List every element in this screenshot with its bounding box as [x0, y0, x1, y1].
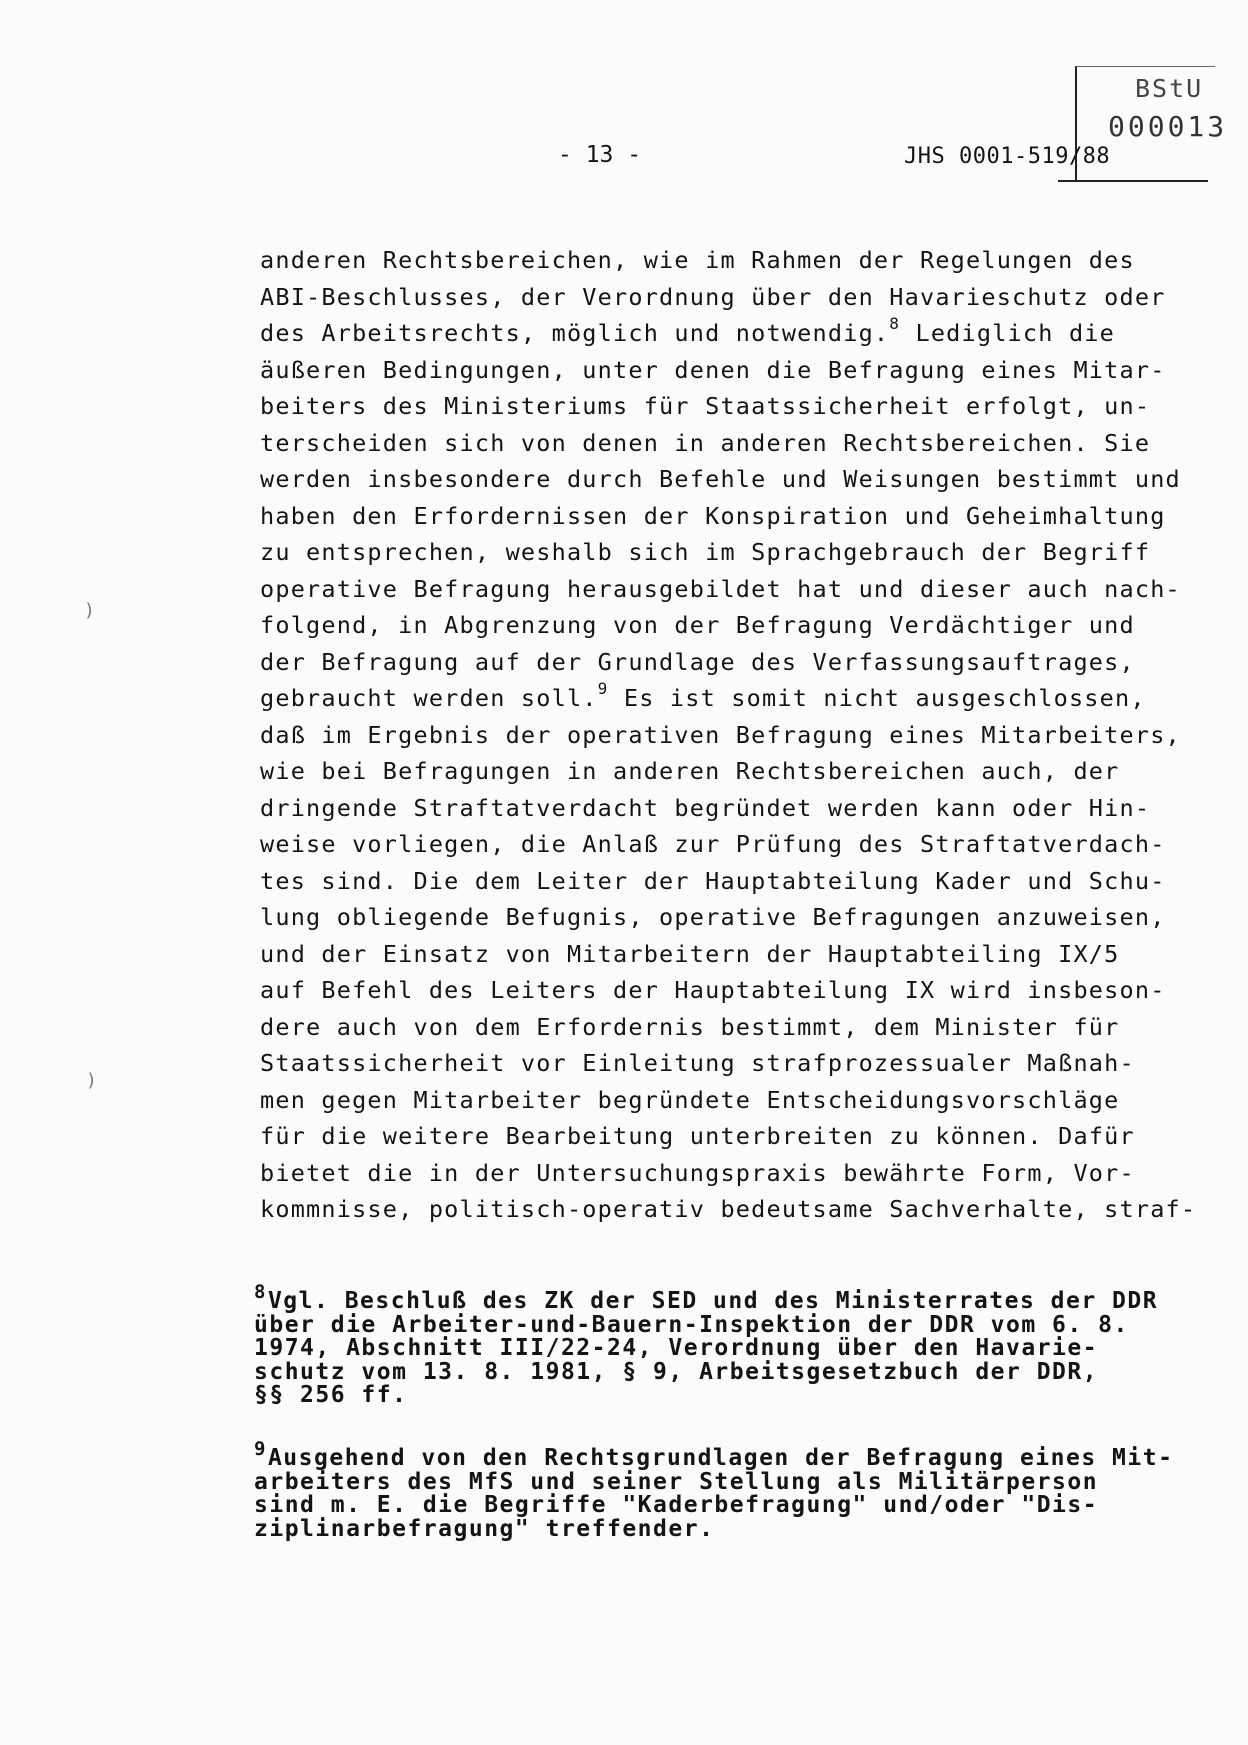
body-line: beiters des Ministeriums für Staatssicherheit erfolgt, un-: [260, 392, 1151, 420]
body-line: weise vorliegen, die Anlaß zur Prüfung des Straftatverdach-: [260, 830, 1166, 858]
body-line: auf Befehl des Leiters der Hauptabteilung IX wird insbeson-: [260, 976, 1166, 1004]
body-line: haben den Erfordernissen der Konspiration und Geheimhaltung: [260, 501, 1166, 530]
footnote-8: [254, 1281, 1184, 1408]
body-line-text: gebraucht werden soll.: [260, 684, 598, 712]
body-line-text: Lediglich die: [900, 319, 1115, 347]
body-line: anderen Rechtsbereichen, wie im Rahmen der Regelungen des: [260, 246, 1135, 274]
body-line: kommnisse, politisch-operativ bedeutsame Sachverhalte, straf-: [260, 1195, 1197, 1223]
body-line: tes sind. Die dem Leiter der Hauptabteilung Kader und Schu-: [260, 866, 1166, 895]
body-line: lung obliegende Befugnis, operative Befragungen anzuweisen,: [260, 903, 1166, 931]
body-line: der Befragung auf der Grundlage des Verfassungsauftrages,: [260, 647, 1135, 676]
archive-stamp-number: 000013: [1108, 110, 1228, 143]
footnote-line-text: Vgl. Beschluß des ZK der SED und des Ministerrates der DDR: [267, 1288, 1159, 1314]
body-line: [260, 315, 1180, 352]
footnote-ref-8: 8: [889, 314, 901, 333]
scan-mark: ): [84, 600, 95, 621]
body-line: ABI-Beschlusses, der Verordnung über den Havarieschutz oder: [260, 282, 1166, 311]
body-line: bietet die in der Untersuchungspraxis bewährte Form, Vor-: [260, 1158, 1135, 1187]
footnote-line: [254, 1281, 1184, 1314]
footnote-9: [254, 1438, 1184, 1542]
body-line: zu entsprechen, weshalb sich im Sprachgebrauch der Begriff: [260, 538, 1151, 566]
body-line: und der Einsatz von Mitarbeitern der Hauptabteiling IX/5: [260, 939, 1120, 968]
body-line: daß im Ergebnis der operativen Befragung eines Mitarbeiters,: [260, 720, 1181, 749]
body-line: Staatssicherheit vor Einleitung strafprozessualer Maßnah-: [260, 1049, 1135, 1077]
footnote-mark: 9: [254, 1438, 267, 1460]
footnote-line: ziplinarbefragung" treffender.: [254, 1515, 715, 1542]
body-line: men gegen Mitarbeiter begründete Entscheidungsvorschläge: [260, 1085, 1120, 1114]
body-line-text: Es ist somit nicht ausgeschlossen,: [608, 684, 1146, 712]
document-reference: JHS 0001-519/88: [904, 144, 1111, 169]
footnote-line: schutz vom 13. 8. 1981, § 9, Arbeitsgesetzbuch der DDR,: [254, 1358, 1099, 1385]
footnote-line: [254, 1438, 1184, 1471]
body-text: [260, 242, 1197, 1228]
footnote-line: 1974, Abschnitt III/22-24, Verordnung über den Havarie-: [254, 1335, 1099, 1361]
body-line: werden insbesondere durch Befehle und Weisungen bestimmt und: [260, 465, 1181, 493]
footnote-line: über die Arbeiter-und-Bauern-Inspektion der DDR vom 6. 8.: [254, 1311, 1129, 1338]
body-line: dringende Straftatverdacht begründet werden kann oder Hin-: [260, 793, 1151, 822]
footnote-line-text: Ausgehend von den Rechtsgrundlagen der Befragung eines Mit-: [267, 1445, 1174, 1471]
page-number: - 13 -: [558, 142, 642, 168]
body-line: für die weitere Bearbeitung unterbreiten zu können. Dafür: [260, 1122, 1135, 1150]
body-line-text: des Arbeitsrechts, möglich und notwendig.: [260, 319, 890, 347]
footnote-line: §§ 256 ff.: [254, 1382, 408, 1408]
footnote-mark: 8: [254, 1281, 267, 1303]
body-line: äußeren Bedingungen, unter denen die Befragung eines Mitar-: [260, 355, 1166, 384]
footnote-ref-9: 9: [597, 679, 609, 698]
footnote-line: arbeiters des MfS und seiner Stellung als Militärperson: [254, 1468, 1099, 1495]
footnote-line: sind m. E. die Begriffe "Kaderbefragung" und/oder "Dis-: [254, 1492, 1099, 1518]
scan-mark: ): [86, 1070, 97, 1091]
archive-stamp-label: BStU: [1135, 74, 1204, 103]
body-line: operative Befragung herausgebildet hat und dieser auch nach-: [260, 574, 1181, 603]
body-line: folgend, in Abgrenzung von der Befragung Verdächtiger und: [260, 611, 1135, 639]
archive-stamp-underline: [1058, 180, 1208, 182]
body-line: [260, 680, 1180, 717]
body-line: terscheiden sich von denen in anderen Rechtsbereichen. Sie: [260, 428, 1151, 457]
body-line: dere auch von dem Erfordernis bestimmt, dem Minister für: [260, 1012, 1120, 1041]
body-line: wie bei Befragungen in anderen Rechtsbereichen auch, der: [260, 757, 1120, 785]
